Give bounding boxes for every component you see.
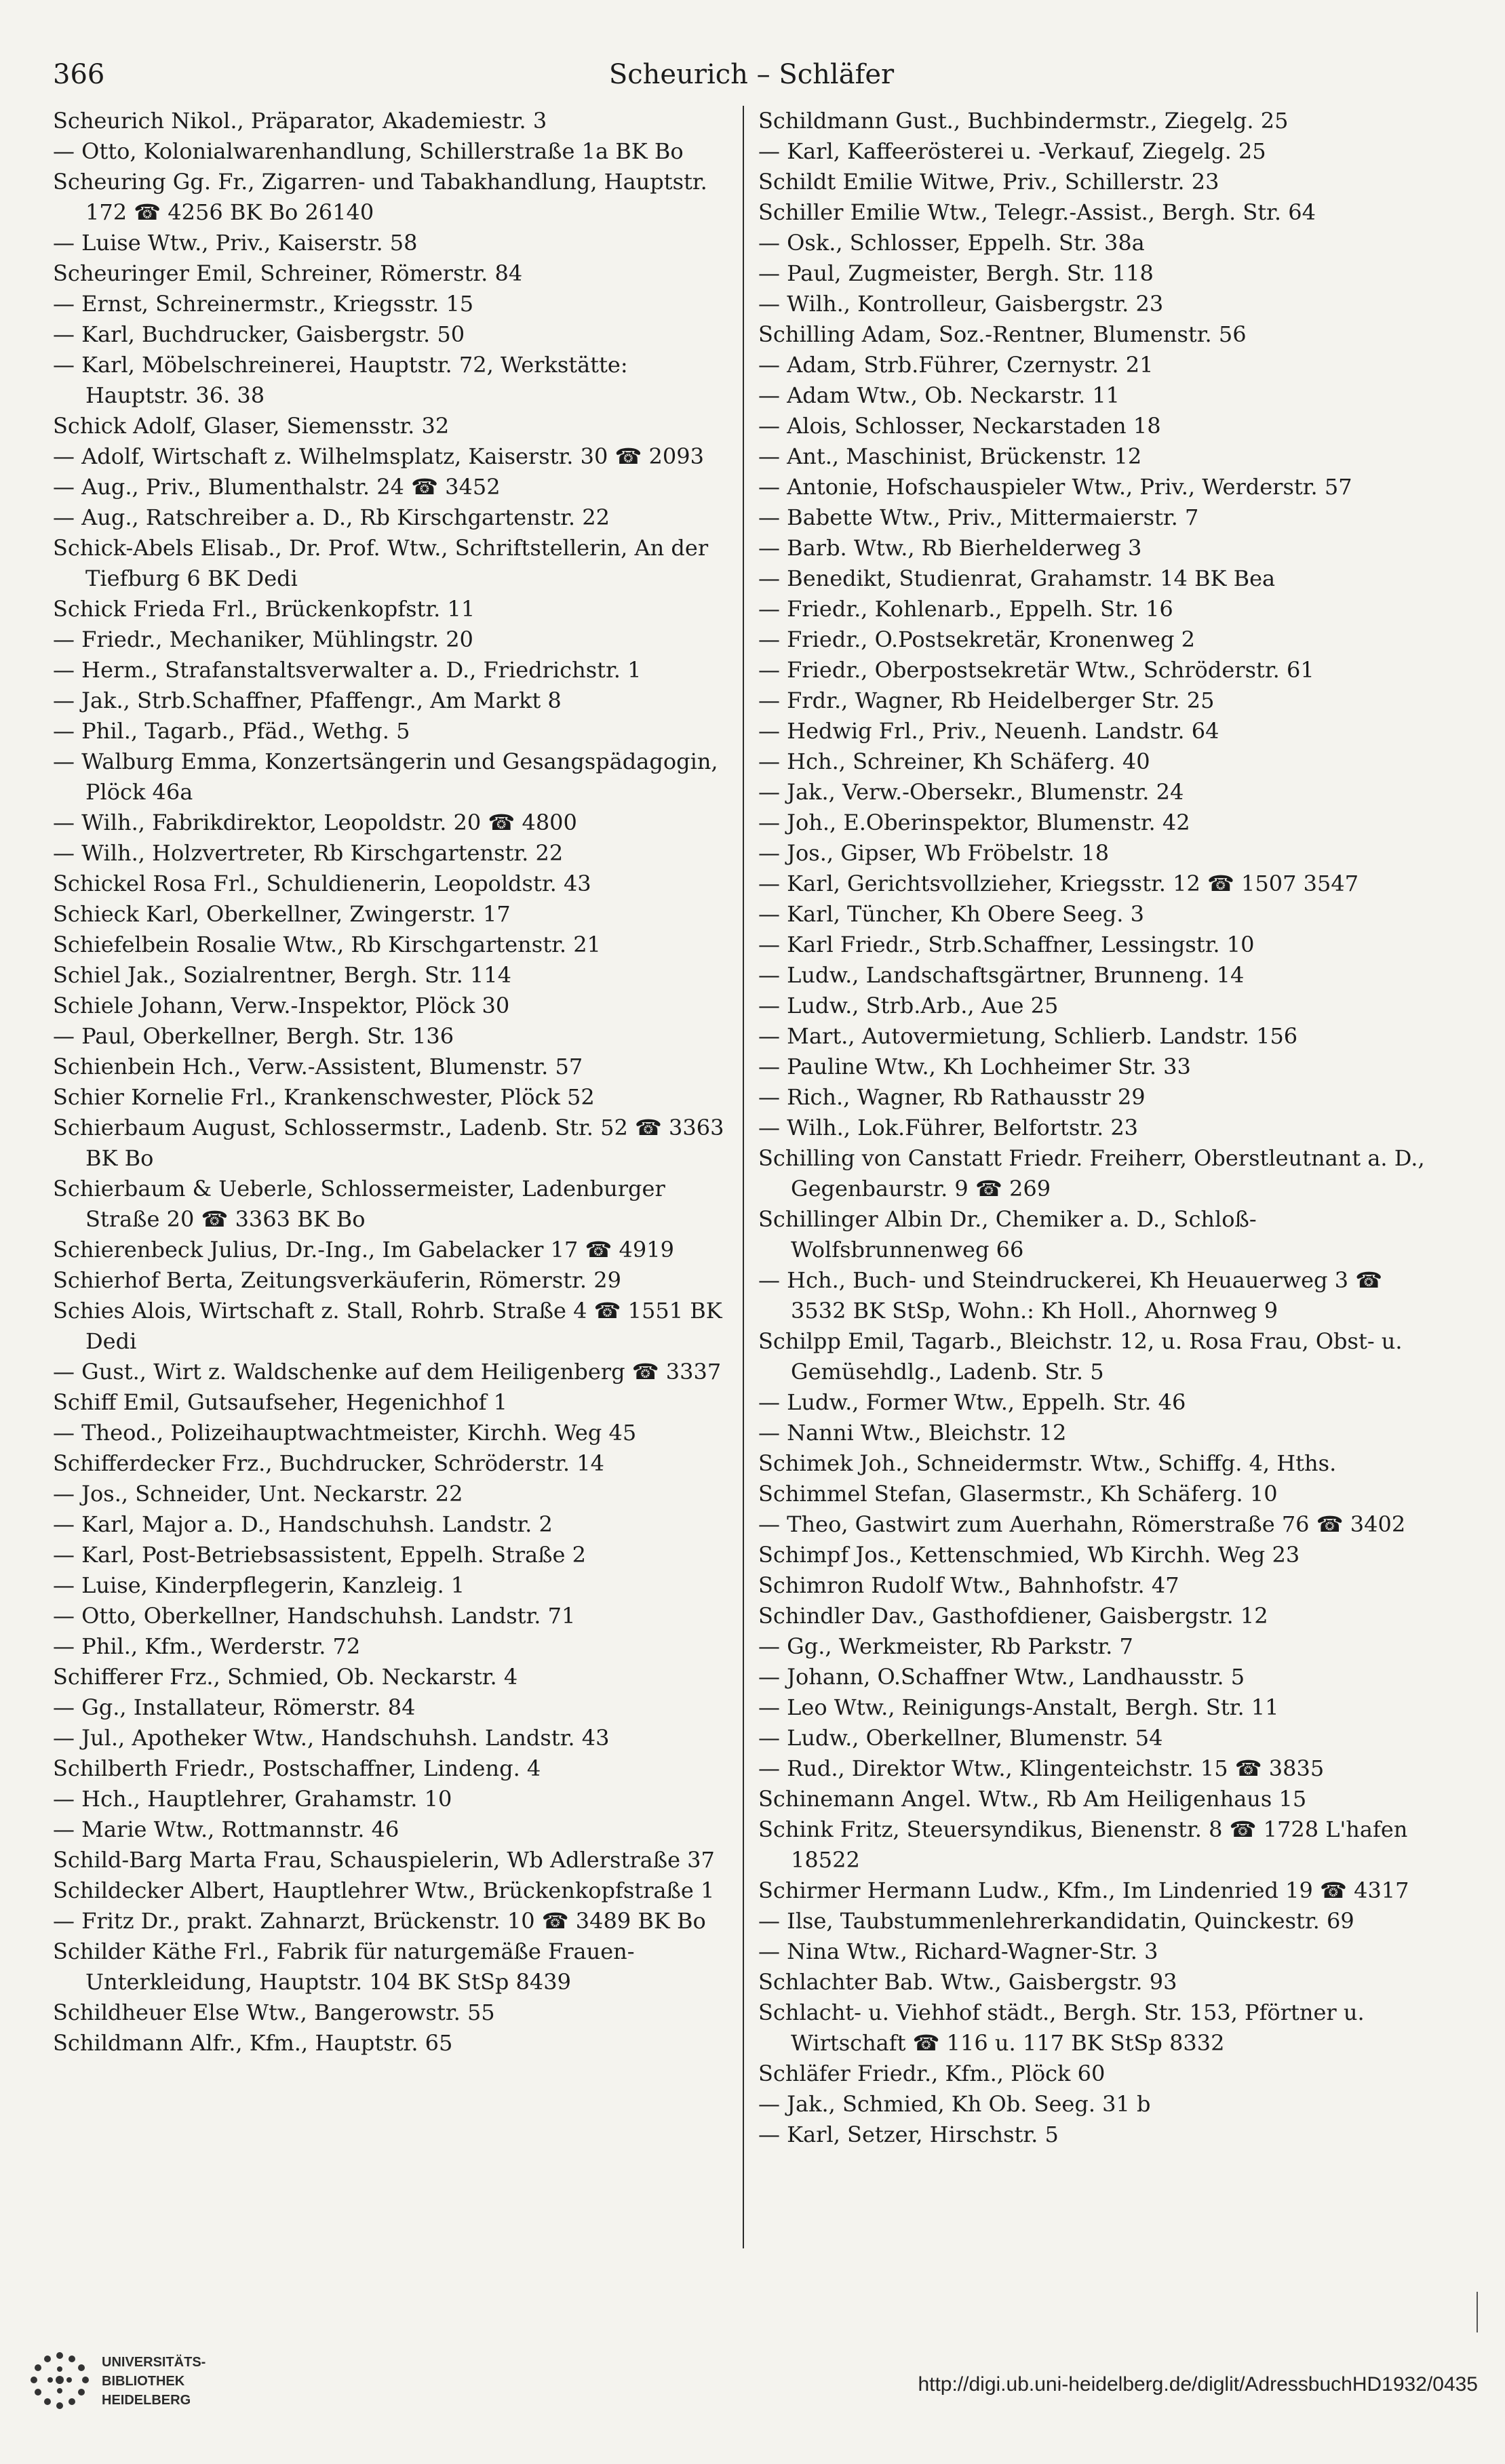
right-column [758, 106, 1436, 2248]
source-url[interactable]: http://digi.ub.uni-heidelberg.de/diglit/AdressbuchHD1932/0435 [918, 2373, 1478, 2396]
directory-entry: — Ludw., Oberkellner, Blumenstr. 54 [758, 1725, 1163, 1751]
directory-page [53, 47, 1450, 2251]
directory-entry: — Hedwig Frl., Priv., Neuenh. Landstr. 64 [758, 718, 1219, 744]
directory-entry: Schlachter Bab. Wtw., Gaisbergstr. 93 [758, 1969, 1177, 1995]
directory-entry: — Ant., Maschinist, Brückenstr. 12 [758, 443, 1142, 469]
directory-entry: Schildheuer Else Wtw., Bangerowstr. 55 [53, 2000, 495, 2025]
directory-entry: Schildmann Gust., Buchbindermstr., Ziegelg. 25 [758, 108, 1289, 134]
directory-entry: — Barb. Wtw., Rb Bierhelderweg 3 [758, 535, 1142, 561]
directory-entry: — Babette Wtw., Priv., Mittermaierstr. 7 [758, 504, 1199, 530]
library-seal-icon [27, 2349, 92, 2414]
directory-entry: Schiele Johann, Verw.-Inspektor, Plöck 30 [53, 993, 510, 1018]
library-name-line-1: UNIVERSITÄTS- [102, 2355, 206, 2370]
directory-entry: Scheuringer Emil, Schreiner, Römerstr. 84 [53, 260, 523, 286]
running-title: Scheurich – Schläfer [608, 59, 895, 90]
directory-entry: — Jak., Strb.Schaffner, Pfaffengr., Am Markt 8 [53, 688, 562, 713]
directory-entry: — Gust., Wirt z. Waldschenke auf dem Heiligenberg ☎ 3337 [53, 1359, 722, 1385]
directory-entry: — Hch., Hauptlehrer, Grahamstr. 10 [53, 1786, 452, 1812]
directory-entry: — Joh., E.Oberinspektor, Blumenstr. 42 [758, 810, 1190, 835]
directory-entry: — Alois, Schlosser, Neckarstaden 18 [758, 413, 1161, 439]
directory-entry: — Friedr., Mechaniker, Mühlingstr. 20 [53, 627, 473, 652]
directory-entry: — Wilh., Lok.Führer, Belfortstr. 23 [758, 1115, 1139, 1140]
directory-entry: — Ludw., Strb.Arb., Aue 25 [758, 993, 1059, 1018]
directory-entry: — Osk., Schlosser, Eppelh. Str. 38a [758, 230, 1145, 256]
directory-entry: — Aug., Priv., Blumenthalstr. 24 ☎ 3452 [53, 474, 501, 500]
directory-entry: — Fritz Dr., prakt. Zahnarzt, Brückenstr. 10 ☎ 3489 BK Bo [53, 1908, 706, 1934]
directory-entry: Schilpp Emil, Tagarb., Bleichstr. 12, u. Rosa Frau, Obst- u. Gemüsehdlg., Ladenb. Str. 5 [758, 1328, 1403, 1385]
directory-entry: Schillinger Albin Dr., Chemiker a. D., Schloß-Wolfsbrunnenweg 66 [758, 1206, 1257, 1263]
directory-entry: Schickel Rosa Frl., Schuldienerin, Leopoldstr. 43 [53, 871, 591, 896]
directory-entry: Schildecker Albert, Hauptlehrer Wtw., Brückenkopfstraße 1 [53, 1877, 715, 1903]
directory-entry: — Karl, Setzer, Hirschstr. 5 [758, 2122, 1059, 2147]
directory-entry: Scheurich Nikol., Präparator, Akademiestr. 3 [53, 108, 547, 134]
library-name-line-3: HEIDELBERG [102, 2393, 191, 2408]
directory-entry: Schies Alois, Wirtschaft z. Stall, Rohrb. Straße 4 ☎ 1551 BK Dedi [53, 1298, 722, 1354]
directory-entry: — Karl, Post-Betriebsassistent, Eppelh. Straße 2 [53, 1542, 586, 1568]
directory-entry: — Ilse, Taubstummenlehrerkandidatin, Quinckestr. 69 [758, 1908, 1354, 1934]
directory-entry: — Karl, Gerichtsvollzieher, Kriegsstr. 12 ☎ 1507 3547 [758, 871, 1359, 896]
directory-entry: — Karl, Kaffeerösterei u. -Verkauf, Ziegelg. 25 [758, 138, 1266, 164]
directory-entry: — Herm., Strafanstaltsverwalter a. D., Friedrichstr. 1 [53, 657, 642, 683]
directory-entry: — Aug., Ratschreiber a. D., Rb Kirschgartenstr. 22 [53, 504, 610, 530]
directory-entry: — Paul, Oberkellner, Bergh. Str. 136 [53, 1023, 454, 1049]
directory-entry: — Phil., Kfm., Werderstr. 72 [53, 1633, 361, 1659]
directory-entry: Schiefelbein Rosalie Wtw., Rb Kirschgartenstr. 21 [53, 932, 601, 957]
directory-entry: — Walburg Emma, Konzertsängerin und Gesangspädagogin, Plöck 46a [53, 749, 718, 805]
directory-entry: Schilberth Friedr., Postschaffner, Lindeng. 4 [53, 1755, 541, 1781]
directory-entry: — Otto, Oberkellner, Handschuhsh. Landstr. 71 [53, 1603, 576, 1629]
directory-entry: Schinemann Angel. Wtw., Rb Am Heiligenhaus 15 [758, 1786, 1307, 1812]
directory-entry: — Nina Wtw., Richard-Wagner-Str. 3 [758, 1939, 1158, 1964]
directory-entry: Schierbaum & Ueberle, Schlossermeister, Ladenburger Straße 20 ☎ 3363 BK Bo [53, 1176, 665, 1232]
directory-entry: — Rud., Direktor Wtw., Klingenteichstr. 15 ☎ 3835 [758, 1755, 1325, 1781]
directory-entry: — Karl, Major a. D., Handschuhsh. Landstr. 2 [53, 1511, 553, 1537]
directory-entry: Schirmer Hermann Ludw., Kfm., Im Lindenried 19 ☎ 4317 [758, 1877, 1409, 1903]
directory-entry: — Ludw., Former Wtw., Eppelh. Str. 46 [758, 1389, 1186, 1415]
directory-entry: — Friedr., O.Postsekretär, Kronenweg 2 [758, 627, 1195, 652]
directory-entry: — Paul, Zugmeister, Bergh. Str. 118 [758, 260, 1154, 286]
directory-entry: Schieck Karl, Oberkellner, Zwingerstr. 17 [53, 901, 511, 927]
directory-entry: Schierenbeck Julius, Dr.-Ing., Im Gabelacker 17 ☎ 4919 [53, 1237, 674, 1263]
directory-entry: — Mart., Autovermietung, Schlierb. Landstr. 156 [758, 1023, 1298, 1049]
directory-entry: — Karl, Buchdrucker, Gaisbergstr. 50 [53, 321, 465, 347]
column-divider [743, 106, 744, 2248]
directory-entry: Schildmann Alfr., Kfm., Hauptstr. 65 [53, 2030, 453, 2056]
library-name [102, 2353, 206, 2410]
directory-entry: — Theo, Gastwirt zum Auerhahn, Römerstraße 76 ☎ 3402 [758, 1511, 1406, 1537]
directory-entry: — Karl, Möbelschreinerei, Hauptstr. 72, Werkstätte: Hauptstr. 36. 38 [53, 352, 628, 408]
directory-entry: Schick-Abels Elisab., Dr. Prof. Wtw., Schriftstellerin, An der Tiefburg 6 BK Dedi [53, 535, 709, 591]
directory-entry: — Benedikt, Studienrat, Grahamstr. 14 BK Bea [758, 565, 1276, 591]
directory-entry: — Nanni Wtw., Bleichstr. 12 [758, 1420, 1067, 1446]
directory-entry: Schifferdecker Frz., Buchdrucker, Schröderstr. 14 [53, 1450, 604, 1476]
entry-columns [53, 106, 1450, 2248]
directory-entry: Schildt Emilie Witwe, Priv., Schillerstr. 23 [758, 169, 1219, 195]
directory-entry: — Pauline Wtw., Kh Lochheimer Str. 33 [758, 1054, 1191, 1079]
directory-entry: — Wilh., Fabrikdirektor, Leopoldstr. 20 ☎ 4800 [53, 810, 577, 835]
directory-entry: — Gg., Werkmeister, Rb Parkstr. 7 [758, 1633, 1133, 1659]
directory-entry: — Karl, Tüncher, Kh Obere Seeg. 3 [758, 901, 1144, 927]
directory-entry: Schläfer Friedr., Kfm., Plöck 60 [758, 2061, 1106, 2086]
directory-entry: Schilling Adam, Soz.-Rentner, Blumenstr. 56 [758, 321, 1247, 347]
directory-entry: — Ludw., Landschaftsgärtner, Brunneng. 14 [758, 962, 1245, 988]
directory-entry: — Luise Wtw., Priv., Kaiserstr. 58 [53, 230, 418, 256]
directory-entry: — Luise, Kinderpflegerin, Kanzleig. 1 [53, 1572, 465, 1598]
directory-entry: — Wilh., Kontrolleur, Gaisbergstr. 23 [758, 291, 1164, 317]
directory-entry: Schiel Jak., Sozialrentner, Bergh. Str. 114 [53, 962, 511, 988]
margin-mark [1477, 2292, 1478, 2332]
directory-entry: — Adam Wtw., Ob. Neckarstr. 11 [758, 382, 1120, 408]
directory-entry: — Hch., Buch- und Steindruckerei, Kh Heuauerweg 3 ☎ 3532 BK StSp, Wohn.: Kh Holl., Ahornweg 9 [758, 1267, 1383, 1324]
directory-entry: Schild-Barg Marta Frau, Schauspielerin, Wb Adlerstraße 37 [53, 1847, 715, 1873]
directory-entry: — Friedr., Kohlenarb., Eppelh. Str. 16 [758, 596, 1173, 622]
directory-entry: Schierbaum August, Schlossermstr., Ladenb. Str. 52 ☎ 3363 BK Bo [53, 1115, 724, 1171]
directory-entry: Schimpf Jos., Kettenschmied, Wb Kirchh. Weg 23 [758, 1542, 1300, 1568]
directory-entry: Schick Adolf, Glaser, Siemensstr. 32 [53, 413, 450, 439]
directory-entry: Schimron Rudolf Wtw., Bahnhofstr. 47 [758, 1572, 1179, 1598]
directory-entry: — Johann, O.Schaffner Wtw., Landhausstr. 5 [758, 1664, 1245, 1690]
directory-entry: — Frdr., Wagner, Rb Heidelberger Str. 25 [758, 688, 1215, 713]
directory-entry: Schiller Emilie Wtw., Telegr.-Assist., Bergh. Str. 64 [758, 199, 1316, 225]
directory-entry: — Jos., Gipser, Wb Fröbelstr. 18 [758, 840, 1110, 866]
directory-entry: — Jak., Verw.-Obersekr., Blumenstr. 24 [758, 779, 1184, 805]
page-footer [0, 2346, 1505, 2441]
directory-entry: — Karl Friedr., Strb.Schaffner, Lessingstr. 10 [758, 932, 1255, 957]
directory-entry: — Hch., Schreiner, Kh Schäferg. 40 [758, 749, 1150, 774]
directory-entry: Schindler Dav., Gasthofdiener, Gaisbergstr. 12 [758, 1603, 1268, 1629]
directory-entry: — Wilh., Holzvertreter, Rb Kirschgartenstr. 22 [53, 840, 564, 866]
directory-entry: Schilling von Canstatt Friedr. Freiherr, Oberstleutnant a. D., Gegenbaurstr. 9 ☎ 269 [758, 1145, 1425, 1201]
directory-entry: Schlacht- u. Viehhof städt., Bergh. Str. 153, Pförtner u. Wirtschaft ☎ 116 u. 117 BK StSp 8332 [758, 2000, 1365, 2056]
directory-entry: — Phil., Tagarb., Pfäd., Wethg. 5 [53, 718, 410, 744]
directory-entry: Schimek Joh., Schneidermstr. Wtw., Schiffg. 4, Hths. [758, 1450, 1337, 1476]
directory-entry: — Gg., Installateur, Römerstr. 84 [53, 1694, 416, 1720]
left-column [53, 106, 731, 2248]
directory-entry: — Antonie, Hofschauspieler Wtw., Priv., Werderstr. 57 [758, 474, 1352, 500]
directory-entry: Schimmel Stefan, Glasermstr., Kh Schäferg. 10 [758, 1481, 1278, 1507]
directory-entry: — Adolf, Wirtschaft z. Wilhelmsplatz, Kaiserstr. 30 ☎ 2093 [53, 443, 704, 469]
directory-entry: Schienbein Hch., Verw.-Assistent, Blumenstr. 57 [53, 1054, 583, 1079]
directory-entry: — Friedr., Oberpostsekretär Wtw., Schröderstr. 61 [758, 657, 1314, 683]
directory-entry: — Leo Wtw., Reinigungs-Anstalt, Bergh. Str. 11 [758, 1694, 1279, 1720]
library-name-line-2: BIBLIOTHEK [102, 2374, 185, 2389]
directory-entry: Schilder Käthe Frl., Fabrik für naturgemäße Frauen-Unterkleidung, Hauptstr. 104 BK StSp 8439 [53, 1939, 635, 1995]
directory-entry: — Ernst, Schreinermstr., Kriegsstr. 15 [53, 291, 474, 317]
directory-entry: Scheuring Gg. Fr., Zigarren- und Tabakhandlung, Hauptstr. 172 ☎ 4256 BK Bo 26140 [53, 169, 707, 225]
directory-entry: Schifferer Frz., Schmied, Ob. Neckarstr. 4 [53, 1664, 518, 1690]
directory-entry: — Adam, Strb.Führer, Czernystr. 21 [758, 352, 1154, 378]
directory-entry: — Rich., Wagner, Rb Rathausstr 29 [758, 1084, 1146, 1110]
directory-entry: — Jul., Apotheker Wtw., Handschuhsh. Landstr. 43 [53, 1725, 610, 1751]
directory-entry: — Otto, Kolonialwarenhandlung, Schillerstraße 1a BK Bo [53, 138, 684, 164]
directory-entry: — Jak., Schmied, Kh Ob. Seeg. 31 b [758, 2091, 1151, 2117]
directory-entry: Schierhof Berta, Zeitungsverkäuferin, Römerstr. 29 [53, 1267, 621, 1293]
page-header [53, 47, 1450, 102]
directory-entry: — Marie Wtw., Rottmannstr. 46 [53, 1816, 399, 1842]
directory-entry: Schick Frieda Frl., Brückenkopfstr. 11 [53, 596, 475, 622]
directory-entry: Schink Fritz, Steuersyndikus, Bienenstr. 8 ☎ 1728 L'hafen 18522 [758, 1816, 1408, 1873]
page-number: 366 [53, 59, 105, 90]
directory-entry: Schier Kornelie Frl., Krankenschwester, Plöck 52 [53, 1084, 595, 1110]
library-logo [27, 2346, 285, 2421]
directory-entry: — Jos., Schneider, Unt. Neckarstr. 22 [53, 1481, 463, 1507]
directory-entry: — Theod., Polizeihauptwachtmeister, Kirchh. Weg 45 [53, 1420, 637, 1446]
directory-entry: Schiff Emil, Gutsaufseher, Hegenichhof 1 [53, 1389, 508, 1415]
